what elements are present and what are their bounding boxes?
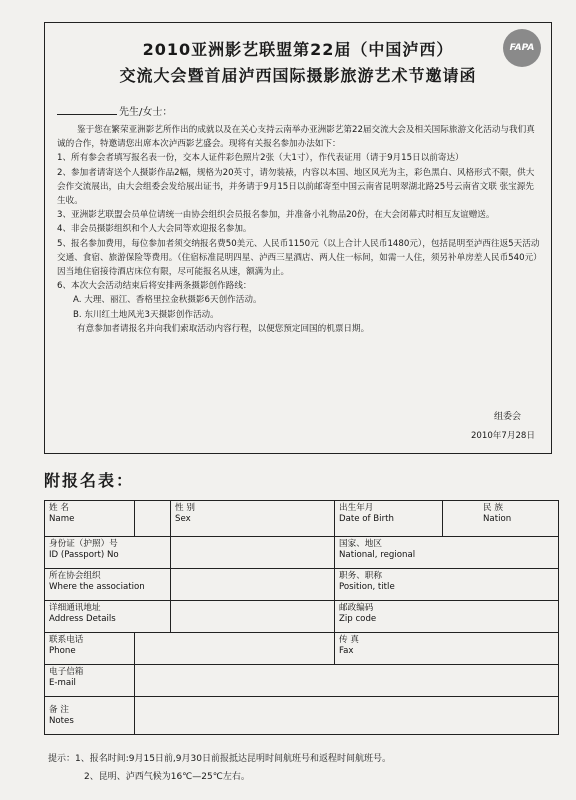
letter-date: 2010年7月28日: [470, 431, 535, 441]
form-title: 附报名表：: [44, 471, 135, 490]
fax-label: 传 真 Fax: [335, 633, 559, 665]
item-6: 6、本次大会活动结束后将安排两条摄影创作路线：: [57, 281, 252, 292]
item-1: 1、所有参会者填写报名表一份，交本人证件彩色照片2张（大1寸），作代表证用（请于9月15日以前寄达）: [57, 153, 464, 164]
address-label: 详细通讯地址 Address Details: [45, 601, 171, 633]
route-a: A. 大理、丽江、香格里拉金秋摄影6天创作活动。: [73, 295, 262, 306]
phone-label: 联系电话 Phone: [45, 633, 135, 665]
intro-paragraph: 鉴于您在繁荣亚洲影艺所作出的成就以及在关心支持云南举办亚洲影艺第22届交流大会及相关国际旅游文化活动与我们真诚的合作，特邀请您出席本次泸西影艺盛会。现将有关报名参加办法如下：: [57, 125, 535, 150]
note-1: 提示：1、报名时间:9月15日前,9月30日前报抵达昆明时间航班号和返程时间航班号。: [48, 754, 391, 764]
letter-body: [57, 123, 541, 336]
title-line-2: 交流大会暨首届泸西国际摄影旅游艺术节邀请函: [119, 66, 477, 85]
region-label: 国家、地区 National, regional: [335, 537, 559, 569]
id-label: 身份证（护照）号 ID (Passport) No: [45, 537, 171, 569]
name-blank-line: [57, 114, 117, 115]
fapa-logo: FAPA: [503, 29, 541, 67]
association-field[interactable]: [171, 569, 335, 601]
form-row-id: [45, 537, 559, 569]
form-row-notes: [45, 697, 559, 735]
association-label: 所在协会组织 Where the association: [45, 569, 171, 601]
address-field[interactable]: [171, 601, 335, 633]
sex-label: 性 别 Sex: [171, 501, 335, 537]
item-2: 2、参加者请寄送个人摄影作品2幅，规格为20英寸，请勿装裱，内容以本国、地区风光为主，彩色黑白、风格形式不限，供大会作交流展出，由大会组委会发给展出证书，并务请于9月15日以前邮寄至中国云南省昆明翠湖北路25号云南省文联 张宝源先生收。: [57, 167, 535, 207]
id-field[interactable]: [171, 537, 335, 569]
phone-field[interactable]: [135, 633, 335, 665]
name-label: 姓 名 Name: [45, 501, 135, 537]
invitation-letter: [44, 22, 552, 454]
salutation: [57, 103, 172, 118]
dob-label: 出生年月 Date of Birth: [335, 501, 443, 537]
item-4: 4、非会员摄影组织和个人大会同等欢迎报名参加。: [57, 224, 252, 235]
form-row-email: [45, 665, 559, 697]
position-label: 职务、职称 Position, title: [335, 569, 559, 601]
note-2: 2、昆明、泸西气候为16℃—25℃左右。: [84, 772, 250, 782]
item-5: 5、报名参加费用，每位参加者须交纳报名费50美元、人民币1150元（以上合计人民币1480元），包括昆明至泸西往返5天活动交通、食宿、旅游保险等费用。（住宿标准昆明四星、泸西三星酒店、两人住一标间，如需一人住，须另补单房差人民币540元）因当地住宿接待酒店床位有限，尽可能报名从速，额满为止。: [57, 238, 540, 278]
registration-form: [44, 500, 559, 735]
form-row-association: [45, 569, 559, 601]
zip-label: 邮政编码 Zip code: [335, 601, 559, 633]
name-field[interactable]: [135, 501, 171, 537]
route-b: B. 东川红土地风光3天摄影创作活动。: [73, 309, 219, 320]
form-row-name: [45, 501, 559, 537]
footer-notes: [48, 750, 391, 786]
signature: 组委会: [493, 412, 521, 422]
form-row-phone: [45, 633, 559, 665]
email-label: 电子信箱 E-mail: [45, 665, 135, 697]
nation-label: 民 族 Nation: [443, 501, 559, 537]
form-row-address: [45, 601, 559, 633]
closing-paragraph: 有意参加者请报名并向我们索取活动内容行程，以便您预定回国的机票日期。: [77, 323, 370, 334]
notes-field[interactable]: [135, 697, 559, 735]
email-field[interactable]: [135, 665, 559, 697]
notes-label: 备 注 Notes: [45, 697, 135, 735]
salutation-text: 先生/女士：: [119, 107, 173, 118]
item-3: 3、亚洲影艺联盟会员单位请统一由协会组织会员报名参加，并准备小礼物品20份，在大会闭幕式时相互友谊赠送。: [57, 210, 495, 221]
title-line-1: 2010亚洲影艺联盟第22届（中国泸西）: [142, 40, 454, 59]
